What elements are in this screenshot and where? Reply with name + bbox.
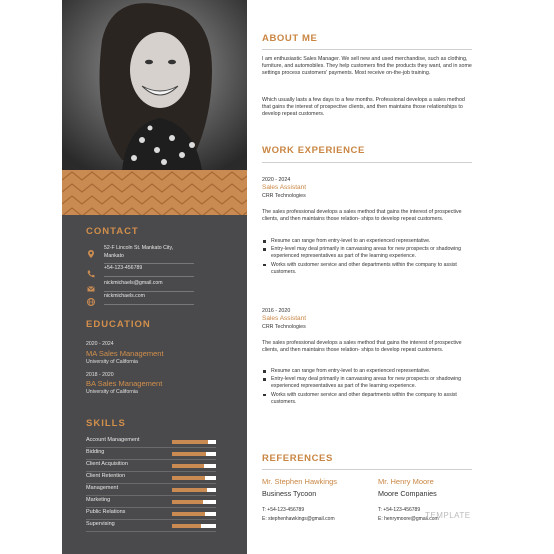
skill-bar-fill bbox=[172, 512, 205, 516]
reference-name: Mr. Henry Moore bbox=[378, 477, 434, 486]
job-bullets bbox=[262, 368, 477, 407]
skill-bar bbox=[172, 500, 216, 504]
job-bullet: Entry-level may deal primarily in canvassing areas for new prospects or shadowing experienced representatives as part of the learning experience. bbox=[262, 246, 477, 260]
education-degree: BA Sales Management bbox=[86, 379, 163, 388]
contact-address bbox=[86, 245, 236, 264]
references-heading: REFERENCES bbox=[262, 453, 333, 464]
web-icon bbox=[86, 294, 96, 304]
job-company: CRR Technologies bbox=[262, 324, 306, 330]
skill-bar-fill bbox=[172, 452, 206, 456]
education-heading: EDUCATION bbox=[86, 319, 151, 330]
contact-phone-text: +54-123-456789 bbox=[104, 265, 194, 277]
about-paragraph: Which usually lasts a few days to a few months. Professional develops a sales method that gains the interest of prospective clients, and then maintains those relationships to develop repeat customers. bbox=[262, 97, 465, 118]
job-bullet: Works with customer service and other departments within the company to assist customers. bbox=[262, 392, 477, 406]
sidebar bbox=[62, 0, 247, 554]
divider bbox=[262, 49, 472, 50]
job-dates: 2016 - 2020 bbox=[262, 308, 291, 314]
skill-bar bbox=[172, 440, 216, 444]
job-description: The sales professional develops a sales method that gains the interest of prospective clients, and then maintains those relation- ships to develop repeat customers. bbox=[262, 209, 462, 223]
skill-label: Account Management bbox=[86, 437, 140, 443]
skill-bar bbox=[172, 476, 216, 480]
skill-bar-fill bbox=[172, 488, 207, 492]
skill-divider bbox=[86, 519, 216, 520]
contact-email-text[interactable]: nickmichaels@gmail.com bbox=[104, 280, 194, 292]
job-role: Sales Assistant bbox=[262, 184, 307, 191]
job-bullet: Entry-level may deal primarily in canvassing areas for new prospects or shadowing experienced representatives as part of the learning experience. bbox=[262, 376, 477, 390]
skill-bar bbox=[172, 488, 216, 492]
skill-divider bbox=[86, 507, 216, 508]
job-bullets bbox=[262, 238, 477, 277]
skill-bar-fill bbox=[172, 440, 208, 444]
skills-heading: SKILLS bbox=[86, 418, 126, 429]
job-role: Sales Assistant bbox=[262, 315, 307, 322]
job-description: The sales professional develops a sales method that gains the interest of prospective clients, and then maintains those relation- ships to develop repeat customers. bbox=[262, 340, 462, 354]
location-pin-icon bbox=[86, 246, 96, 256]
skill-bar-fill bbox=[172, 476, 205, 480]
skill-divider bbox=[86, 447, 216, 448]
profile-photo bbox=[62, 0, 247, 170]
reference-email[interactable]: E: henrymoore@gmail.com bbox=[378, 516, 439, 522]
skill-divider bbox=[86, 483, 216, 484]
education-school: University of California bbox=[86, 389, 138, 395]
skill-bar bbox=[172, 512, 216, 516]
skill-row bbox=[86, 461, 216, 471]
skill-bar-fill bbox=[172, 524, 201, 528]
education-dates: 2018 - 2020 bbox=[86, 372, 114, 378]
contact-website-text[interactable]: nickmichaels.com bbox=[104, 293, 194, 305]
job-bullet: Works with customer service and other departments within the company to assist customers. bbox=[262, 262, 477, 276]
skill-divider bbox=[86, 471, 216, 472]
email-icon bbox=[86, 281, 96, 291]
skill-row bbox=[86, 449, 216, 459]
education-school: University of California bbox=[86, 359, 138, 365]
reference-role: Business Tycoon bbox=[262, 489, 317, 498]
skill-row bbox=[86, 485, 216, 495]
skill-row bbox=[86, 473, 216, 483]
phone-icon bbox=[86, 266, 96, 276]
skill-bar-fill bbox=[172, 500, 203, 504]
education-dates: 2020 - 2024 bbox=[86, 341, 114, 347]
skill-bar bbox=[172, 464, 216, 468]
job-dates: 2020 - 2024 bbox=[262, 177, 291, 183]
skill-bar bbox=[172, 524, 216, 528]
skill-label: Marketing bbox=[86, 497, 111, 503]
resume-page bbox=[62, 0, 492, 554]
divider bbox=[262, 162, 472, 163]
skill-row bbox=[86, 497, 216, 507]
skill-bar bbox=[172, 452, 216, 456]
skill-divider bbox=[86, 459, 216, 460]
reference-role: Moore Companies bbox=[378, 489, 437, 498]
about-heading: ABOUT ME bbox=[262, 33, 318, 44]
skill-row bbox=[86, 521, 216, 531]
job-bullet: Resume can range from entry-level to an experienced representative. bbox=[262, 368, 477, 375]
skill-divider bbox=[86, 531, 216, 532]
skill-row bbox=[86, 509, 216, 519]
skill-label: Public Relations bbox=[86, 509, 126, 515]
reference-phone: T: +54-123-456789 bbox=[262, 507, 305, 513]
education-degree: MA Sales Management bbox=[86, 349, 164, 358]
job-company: CRR Technologies bbox=[262, 193, 306, 199]
contact-heading: CONTACT bbox=[86, 226, 139, 237]
contact-address-text: 52-F Lincoln St. Mankato City, Mankato bbox=[104, 245, 194, 264]
skill-label: Client Acquisition bbox=[86, 461, 128, 467]
skill-divider bbox=[86, 495, 216, 496]
skill-bar-fill bbox=[172, 464, 204, 468]
skill-label: Bidding bbox=[86, 449, 105, 455]
contact-phone bbox=[86, 265, 236, 277]
reference-phone: T: +54-123-456789 bbox=[378, 507, 421, 513]
watermark: TEMPLATE bbox=[425, 511, 471, 520]
work-experience-heading: WORK EXPERIENCE bbox=[262, 145, 365, 156]
about-paragraph: I am enthusiastic Sales Manager. We sell new and used merchandise, such as clothing, furniture, and automobiles. They help customers find the products they want, and in some settings process customers' payments. Most receive on-the-job training. bbox=[262, 56, 472, 77]
reference-email[interactable]: E: stephenhawkings@gmail.com bbox=[262, 516, 335, 522]
decorative-pattern bbox=[62, 170, 247, 215]
skill-label: Management bbox=[86, 485, 119, 491]
job-bullet: Resume can range from entry-level to an experienced representative. bbox=[262, 238, 477, 245]
skill-label: Client Retention bbox=[86, 473, 126, 479]
skill-label: Supervising bbox=[86, 521, 115, 527]
contact-email bbox=[86, 280, 236, 292]
skill-row bbox=[86, 437, 216, 447]
contact-website bbox=[86, 293, 236, 305]
reference-name: Mr. Stephen Hawkings bbox=[262, 477, 338, 486]
divider bbox=[262, 469, 472, 470]
reference-card bbox=[262, 477, 372, 522]
